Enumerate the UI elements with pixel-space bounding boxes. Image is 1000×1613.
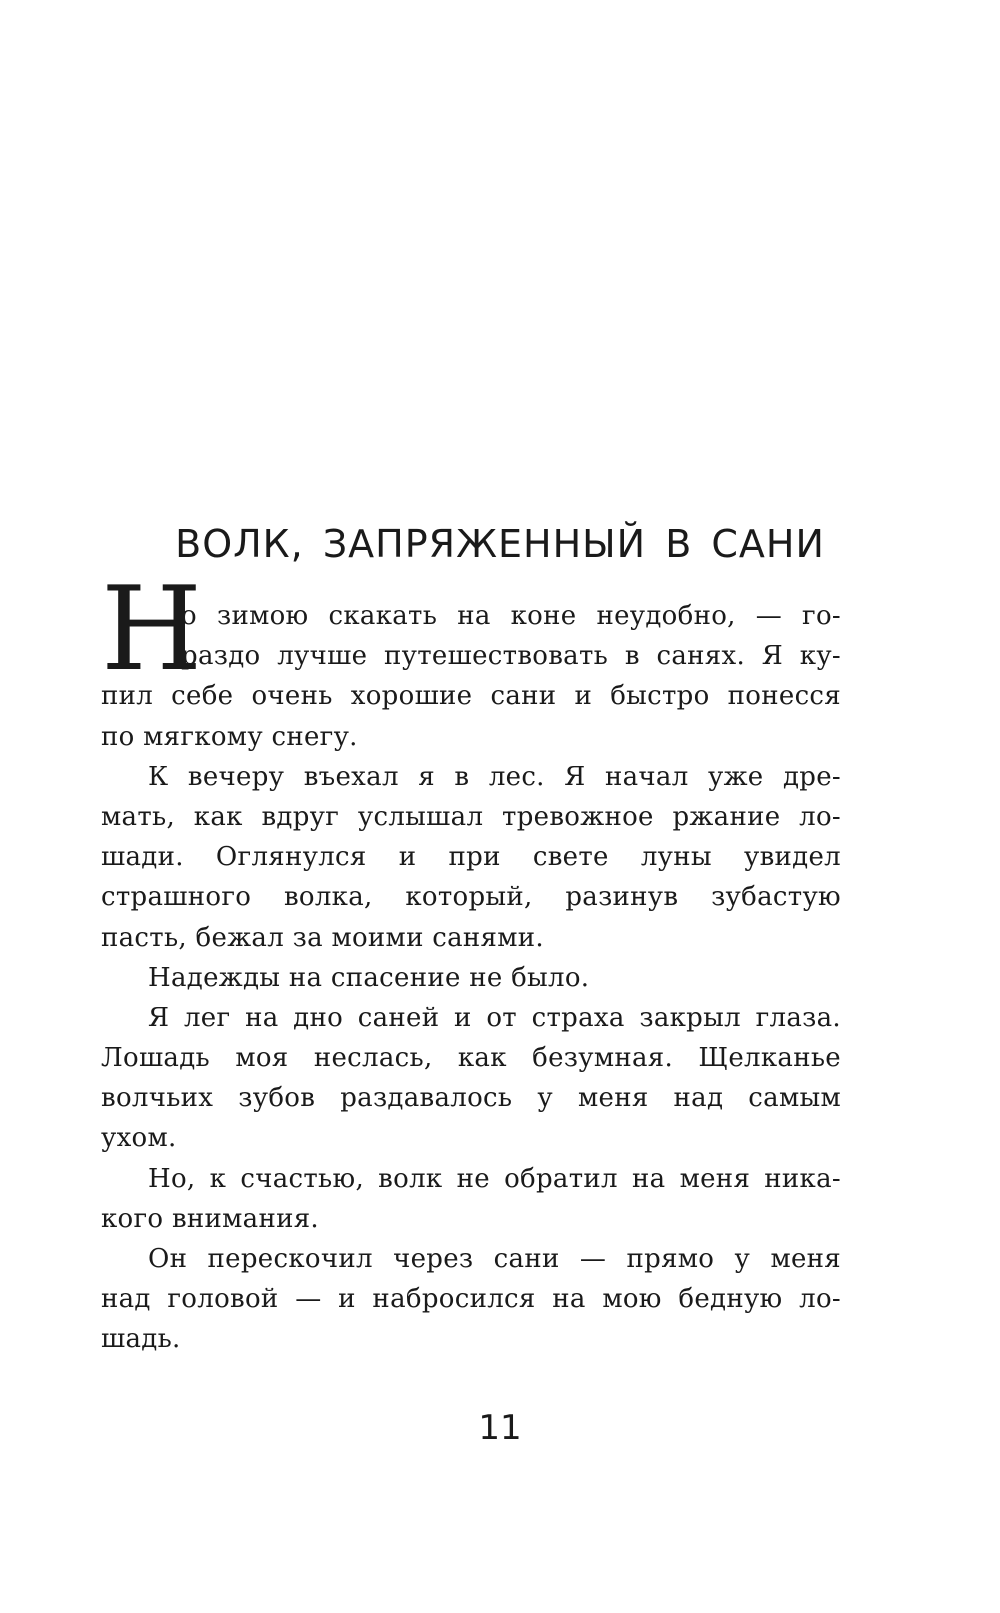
text-line: по мягкому снегу. — [101, 721, 358, 752]
chapter-title: ВОЛК, ЗАПРЯЖЕННЫЙ В САНИ — [175, 522, 825, 566]
text-line: ухом. — [101, 1123, 177, 1154]
text-line: Я лег на дно саней и от страха закрыл глаза. — [148, 1002, 841, 1033]
text-line: пил себе очень хорошие сани и быстро понесся — [101, 681, 841, 712]
text-line: Но, к счастью, волк не обратил на меня ника- — [148, 1163, 841, 1194]
text-line: раздо лучше путешествовать в санях. Я ку- — [181, 641, 841, 672]
text-line: Он перескочил через сани — прямо у меня — [148, 1244, 841, 1274]
body-text — [101, 596, 841, 1360]
text-line: над головой — и набросился на мою бедную ло- — [101, 1284, 841, 1315]
text-line: шадь. — [101, 1324, 181, 1355]
text-line: К вечеру въехал я в лес. Я начал уже дре- — [148, 761, 841, 792]
text-line: волчьих зубов раздавалось у меня над самым — [101, 1083, 841, 1114]
text-line: о зимою скакать на коне неудобно, — го- — [181, 601, 841, 631]
text-line: шади. Оглянулся и при свете луны увидел — [101, 842, 841, 873]
text-line: Надежды на спасение не было. — [148, 962, 590, 993]
text-line: пасть, бежал за моими санями. — [101, 922, 544, 953]
text-line: мать, как вдруг услышал тревожное ржание ло- — [101, 801, 841, 832]
drop-cap: Н — [101, 562, 203, 697]
text-line: Лошадь моя неслась, как безумная. Щелканье — [101, 1043, 841, 1074]
text-line: страшного волка, который, разинув зубастую — [101, 882, 841, 913]
page-number: 11 — [478, 1408, 522, 1448]
text-line: кого внимания. — [101, 1203, 319, 1234]
